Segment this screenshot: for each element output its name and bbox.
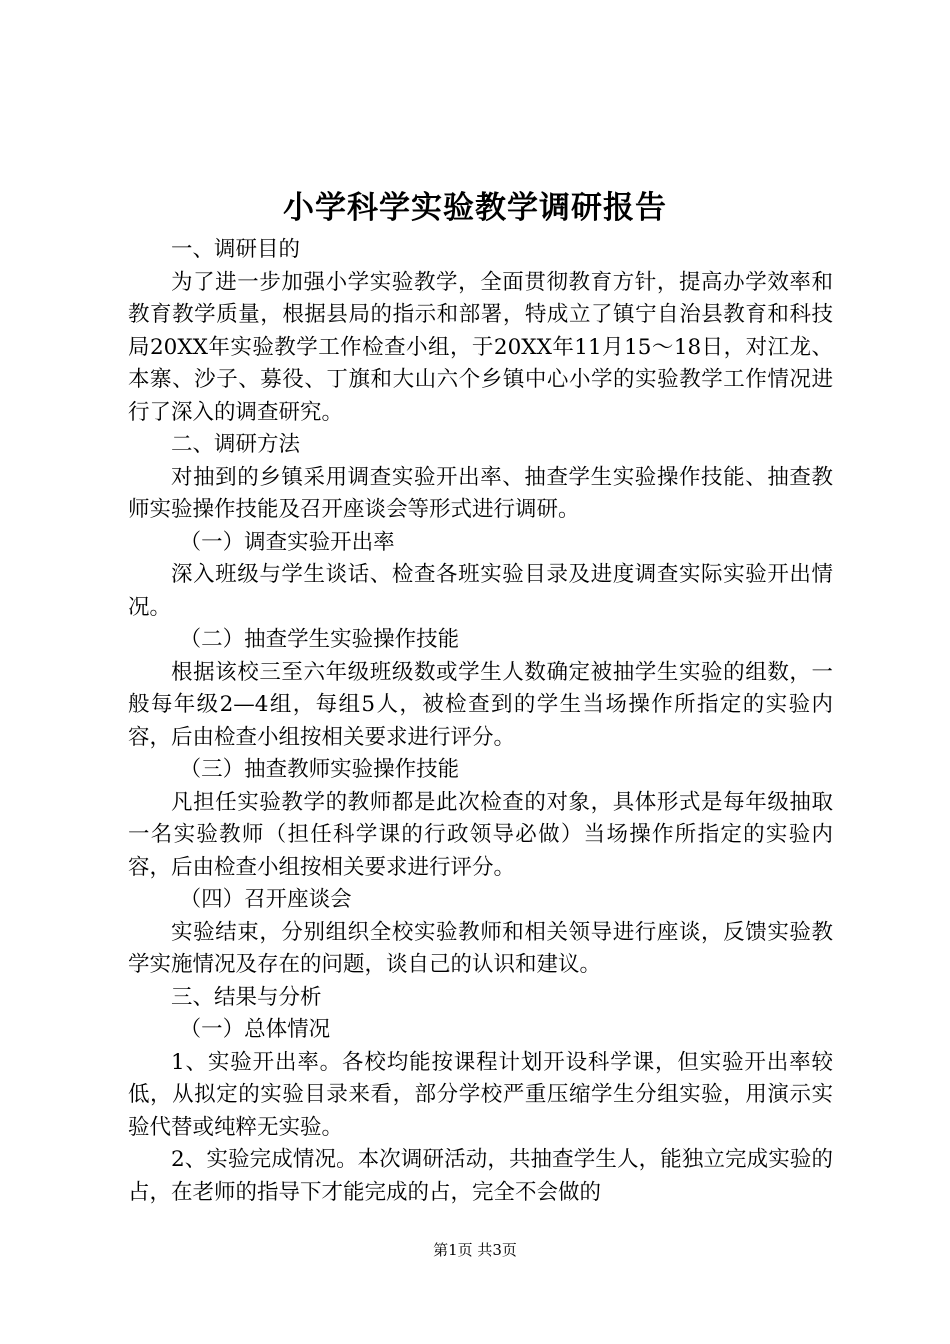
subheading-teacher-skills: （三）抽查教师实验操作技能 bbox=[179, 757, 460, 782]
paragraph-student-skills: 根据该校三至六年级班级数或学生人数确定被抽学生实验的组数，一般每年级2—4组，每组5人，被检查到的学生当场操作所指定的实验内容，后由检查小组按相关要求进行评分。 bbox=[128, 659, 833, 750]
paragraph-symposium: 实验结束，分别组织全校实验教师和相关领导进行座谈，反馈实验教学实施情况及存在的问题，谈自己的认识和建议。 bbox=[128, 919, 833, 977]
paragraph-completion: 2、实验完成情况。本次调研活动，共抽查学生人，能独立完成实验的占，在老师的指导下才能完成的占，完全不会做的 bbox=[128, 1147, 833, 1205]
section-heading-results: 三、结果与分析 bbox=[171, 984, 322, 1010]
paragraph-open-rate: 深入班级与学生谈话、检查各班实验目录及进度调查实际实验开出情况。 bbox=[128, 562, 833, 620]
section-heading-purpose: 一、调研目的 bbox=[171, 237, 301, 262]
paragraph-teacher-skills: 凡担任实验教学的教师都是此次检查的对象，具体形式是每年级抽取一名实验教师（担任科学课的行政领导必做）当场操作所指定的实验内容，后由检查小组按相关要求进行评分。 bbox=[128, 789, 833, 880]
subheading-open-rate: （一）调查实验开出率 bbox=[179, 529, 395, 555]
subheading-student-skills: （二）抽查学生实验操作技能 bbox=[179, 627, 460, 652]
page-footer: 第1页 共3页 bbox=[433, 1241, 517, 1259]
paragraph-open-rate-result: 1、实验开出率。各校均能按课程计划开设科学课，但实验开出率较低，从拟定的实验目录来看，部分学校严重压缩学生分组实验，用演示实验代替或纯粹无实验。 bbox=[128, 1049, 833, 1140]
document-title: 小学科学实验教学调研报告 bbox=[283, 190, 667, 226]
paragraph-method: 对抽到的乡镇采用调查实验开出率、抽查学生实验操作技能、抽查教师实验操作技能及召开座谈会等形式进行调研。 bbox=[128, 464, 833, 522]
paragraph-purpose: 为了进一步加强小学实验教学，全面贯彻教育方针，提高办学效率和教育教学质量，根据县局的指示和部署，特成立了镇宁自治县教育和科技局20XX年实验教学工作检查小组，于20XX年11月15～18日，对江龙、本寨、沙子、募役、丁旗和大山六个乡镇中心小学的实验教学工作情况进行了深入的调查研究。 bbox=[128, 269, 833, 425]
subheading-overall: （一）总体情况 bbox=[179, 1017, 331, 1042]
document-body bbox=[128, 234, 833, 1209]
subheading-symposium: （四）召开座谈会 bbox=[179, 887, 352, 912]
section-heading-method: 二、调研方法 bbox=[171, 432, 301, 457]
